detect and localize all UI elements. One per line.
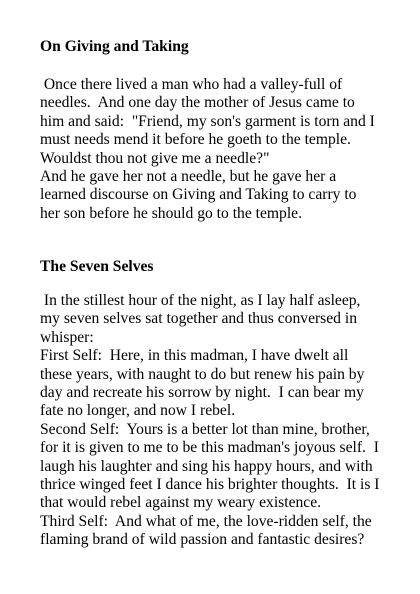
text-line: Once there lived a man who had a valley-full of [40, 76, 343, 93]
text-line: learned discourse on Giving and Taking to carry to [40, 186, 357, 204]
text-line: my seven selves sat together and thus conversed in [40, 310, 357, 328]
text-line: fate no longer, and now I rebel. [40, 402, 236, 420]
text-line: needles. And one day the mother of Jesus came to [40, 94, 355, 112]
text-line: him and said: "Friend, my son's garment is torn and I [40, 112, 375, 130]
text-line: that would rebel against my weary existence. [40, 494, 322, 512]
text-line: And he gave her not a needle, but he gave her a [40, 168, 337, 186]
text-line: laugh his laughter and sing his happy hours, and with [40, 457, 373, 475]
section-title-giving-taking: On Giving and Taking [40, 38, 189, 55]
text-line: First Self: Here, in this madman, I have dwelt all [40, 347, 349, 365]
text-line: Wouldst thou not give me a needle?" [40, 149, 270, 167]
text-line: whisper: [40, 328, 94, 346]
text-line: must needs mend it before he goeth to the temple. [40, 131, 351, 149]
text-line: Third Self: And what of me, the love-ridden self, the [40, 512, 372, 530]
text-line: In the stillest hour of the night, as I lay half asleep, [40, 292, 361, 309]
text-line: day and recreate his sorrow by night. I can bear my [40, 384, 364, 402]
section-body-seven-selves [40, 292, 380, 550]
text-line: flaming brand of wild passion and fantastic desires? [40, 531, 365, 549]
text-line: for it is given to me to be this madman's joyous self. I [40, 439, 379, 457]
text-line: thrice winged feet I dance his brighter thoughts. It is I [40, 476, 380, 494]
text-line: Second Self: Yours is a better lot than mine, brother, [40, 420, 370, 438]
text-line: these years, with naught to do but renew his pain by [40, 365, 365, 383]
section-body-giving-taking [40, 76, 375, 223]
text-line: her son before he should go to the temple. [40, 204, 302, 222]
section-title-seven-selves: The Seven Selves [40, 258, 154, 275]
